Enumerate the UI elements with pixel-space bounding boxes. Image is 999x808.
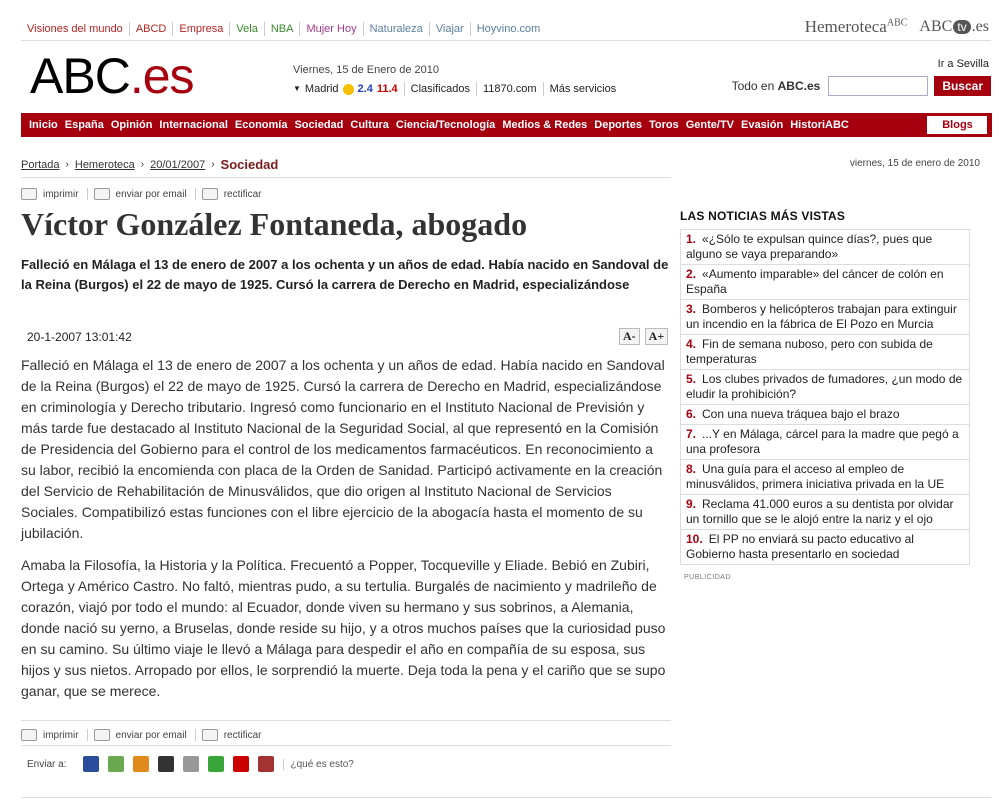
nav-item-toros[interactable]: Toros xyxy=(648,119,679,131)
partner-link[interactable]: ABCD xyxy=(130,22,174,36)
what-is-this-link[interactable]: ¿qué es esto? xyxy=(283,759,353,770)
rectify-button[interactable]: rectificar xyxy=(202,729,270,741)
city-selector[interactable]: Madrid xyxy=(304,83,339,95)
partner-link[interactable]: Visiones del mundo xyxy=(21,22,130,36)
rectify-button[interactable]: rectificar xyxy=(202,188,270,200)
go-to-sevilla-link[interactable]: Ir a Sevilla xyxy=(937,58,989,70)
article-divider xyxy=(21,720,671,721)
advertising-label: PUBLICIDAD xyxy=(684,574,732,581)
most-read-item[interactable]: 8. Una guía para el acceso al empleo de minusválidos, primera iniciativa privada en la UE xyxy=(681,460,969,495)
clasificados-link[interactable]: Clasificados xyxy=(405,82,477,96)
breadcrumb-current: Sociedad xyxy=(220,157,279,172)
nav-item-espana[interactable]: España xyxy=(64,119,104,131)
breadcrumb-separator: › xyxy=(65,159,69,170)
share-label: Enviar a: xyxy=(27,758,67,770)
partner-link[interactable]: NBA xyxy=(265,22,301,36)
wikio-icon[interactable] xyxy=(258,756,274,772)
email-button[interactable]: enviar por email xyxy=(94,729,196,741)
temp-max: 11.4 xyxy=(376,83,398,95)
article-tools-bottom xyxy=(21,729,276,741)
article-body xyxy=(21,355,671,713)
nav-item-opinion[interactable]: Opinión xyxy=(110,119,153,131)
nav-item-historiabc[interactable]: HistoriABC xyxy=(790,119,849,131)
article-tools-top xyxy=(21,188,276,200)
breadcrumb xyxy=(21,157,278,172)
article-title: Víctor González Fontaneda, abogado xyxy=(21,206,528,242)
search-button[interactable]: Buscar xyxy=(934,76,991,96)
share-bar xyxy=(27,756,354,772)
delicious-icon[interactable] xyxy=(158,756,174,772)
11870-link[interactable]: 11870.com xyxy=(477,82,544,96)
search-scope-label: Todo en ABC.es xyxy=(731,79,821,93)
decrease-font-button[interactable]: A- xyxy=(619,328,640,345)
meneame-icon[interactable] xyxy=(108,756,124,772)
weather-bar xyxy=(293,82,622,96)
fresqui-icon[interactable] xyxy=(133,756,149,772)
yahoo-icon[interactable] xyxy=(233,756,249,772)
blogs-button[interactable]: Blogs xyxy=(927,116,987,134)
print-button[interactable]: imprimir xyxy=(21,188,88,200)
article-subtitle: Falleció en Málaga el 13 de enero de 2007 a los ochenta y un años de edad. Había nacido en Sandoval de la Reina (Burgos) el 22 de mayo de 1925. Cursó la carrera de Derecho en Madrid, especializándose xyxy=(21,257,669,292)
sun-icon xyxy=(343,84,354,95)
technorati-icon[interactable] xyxy=(208,756,224,772)
envelope-icon xyxy=(94,188,110,200)
most-read-item[interactable]: 5. Los clubes privados de fumadores, ¿un modo de eludir la prohibición? xyxy=(681,370,969,405)
abc-logo[interactable]: ABC.es xyxy=(30,48,194,104)
temp-min: 2.4 xyxy=(357,83,373,95)
bottom-divider xyxy=(21,797,991,798)
partner-link[interactable]: Naturaleza xyxy=(364,22,430,36)
nav-item-ciencia[interactable]: Ciencia/Tecnología xyxy=(395,119,496,131)
most-read-item[interactable]: 7. ...Y en Málaga, cárcel para la madre que pegó a una profesora xyxy=(681,425,969,460)
nav-item-cultura[interactable]: Cultura xyxy=(350,119,389,131)
most-read-item[interactable]: 10. El PP no enviará su pacto educativo al Gobierno hasta presentarlo en sociedad xyxy=(681,530,969,565)
pencil-icon xyxy=(202,188,218,200)
partner-link[interactable]: Vela xyxy=(230,22,264,36)
top-divider xyxy=(21,40,991,41)
tools-divider xyxy=(21,745,671,746)
breadcrumb-separator: › xyxy=(140,159,145,170)
article-paragraph: Amaba la Filosofía, la Historia y la Política. Frecuentó a Popper, Tocqueville y Eliade. Bebió en Zubiri, Ortega y Américo Castro. No faltó, mientras pudo, a su tertulia. Burgalés de nacimiento y madrileño de corazón, viajó por todo el mundo: al Ecuador, donde viven su hermano y sus sobrinos, a Alemania, donde nació su yerno, a Bruselas, donde reside su hijo, y a otros muchos países que la curiosidad puso en su camino. Su último viaje le llevó a Málaga para despedir el año en compañía de su esposa, sus hijos y sus nietos. Arropado por ellos, le sorprendió la muerte. Deja toda la pena y el cariño que se supo ganar, que se merece. xyxy=(21,557,666,699)
digg-icon[interactable] xyxy=(183,756,199,772)
article-timestamp: 20-1-2007 13:01:42 xyxy=(27,330,132,344)
main-nav xyxy=(21,113,992,137)
font-size-controls xyxy=(619,328,668,345)
abc-tv-link[interactable]: ABC tv .es xyxy=(919,18,989,35)
printer-icon xyxy=(21,188,37,200)
article-paragraph: Falleció en Málaga el 13 de enero de 2007 a los ochenta y un años de edad. Había nacido en Sandoval de la Reina (Burgos) el 22 de mayo de 1925. Cursó la carrera de Derecho en Madrid, especializándose en criminología y Derecho tributario. Ingresó como funcionario en el Instituto Nacional de Previsión y más tarde fue destacado al Instituto Nacional de la Seguridad Social, al que representó en la Comisión de Presidencia del Gobierno para el control de los medicamentos farmacéuticos. En reconocimiento a su labor, recibió la encomienda con placa de la Orden de Sanidad. Participó activamente en la creación del Servicio de Rehabilitación de Minusválidos, que dio origen al Instituto Nacional de Servicios Sociales. Compatibilizó estas funciones con el libre ejercicio de la abogacía hasta el momento de su jubilación. xyxy=(21,357,665,541)
partner-link[interactable]: Mujer Hoy xyxy=(300,22,363,36)
hemeroteca-link[interactable]: Hemeroteca$^{ABC}$ xyxy=(804,17,908,36)
breadcrumb-date[interactable]: 20/01/2007 xyxy=(150,158,206,171)
most-read-item[interactable]: 4. Fin de semana nuboso, pero con subida de temperaturas xyxy=(681,335,969,370)
nav-item-deportes[interactable]: Deportes xyxy=(594,119,642,131)
partner-link[interactable]: Hoyvino.com xyxy=(476,23,541,35)
print-button[interactable]: imprimir xyxy=(21,729,88,741)
partner-link[interactable]: Viajar xyxy=(430,22,471,36)
most-read-item[interactable]: 1. «¿Sólo te expulsan quince días?, pues que alguno se vaya preparando» xyxy=(681,230,969,265)
most-read-item[interactable]: 3. Bomberos y helicópteros trabajan para extinguir un incendio en la fábrica de El Pozo en Murcia xyxy=(681,300,969,335)
dropdown-triangle-icon[interactable]: ▼ xyxy=(293,84,301,93)
facebook-icon[interactable] xyxy=(83,756,99,772)
printer-icon xyxy=(21,729,37,741)
partner-sites-nav xyxy=(21,18,546,40)
pencil-icon xyxy=(202,729,218,741)
brand-links xyxy=(805,17,989,37)
increase-font-button[interactable]: A+ xyxy=(645,328,669,345)
most-read-item[interactable]: 9. Reclama 41.000 euros a su dentista por olvidar un tornillo que se le alojó entre la nariz y el ojo xyxy=(681,495,969,530)
nav-item-medios[interactable]: Medios & Redes xyxy=(502,119,588,131)
partner-link[interactable]: Empresa xyxy=(173,22,230,36)
breadcrumb-portada[interactable]: Portada xyxy=(21,158,60,171)
most-read-list xyxy=(680,229,970,565)
breadcrumb-separator: › xyxy=(211,159,215,170)
most-read-title: LAS NOTICIAS MÁS VISTAS xyxy=(680,209,846,223)
nav-item-economia[interactable]: Economía xyxy=(234,119,288,131)
nav-item-gente-tv[interactable]: Gente/TV xyxy=(685,119,735,131)
most-read-item[interactable]: 6. Con una nueva tráquea bajo el brazo xyxy=(681,405,969,425)
nav-item-sociedad[interactable]: Sociedad xyxy=(294,119,344,131)
most-read-item[interactable]: 2. «Aumento imparable» del cáncer de colón en España xyxy=(681,265,969,300)
search-bar xyxy=(732,76,991,96)
email-button[interactable]: enviar por email xyxy=(94,188,196,200)
more-services-link[interactable]: Más servicios xyxy=(549,83,617,95)
breadcrumb-hemeroteca[interactable]: Hemeroteca xyxy=(74,158,135,171)
search-input[interactable] xyxy=(828,76,928,96)
breadcrumb-divider xyxy=(21,177,671,178)
nav-item-evasion[interactable]: Evasión xyxy=(741,119,784,131)
today-date: viernes, 15 de enero de 2010 xyxy=(849,158,980,169)
current-date: Viernes, 15 de Enero de 2010 xyxy=(293,64,439,76)
nav-item-internacional[interactable]: Internacional xyxy=(159,119,228,131)
nav-item-inicio[interactable]: Inicio xyxy=(29,119,58,131)
envelope-icon xyxy=(94,729,110,741)
